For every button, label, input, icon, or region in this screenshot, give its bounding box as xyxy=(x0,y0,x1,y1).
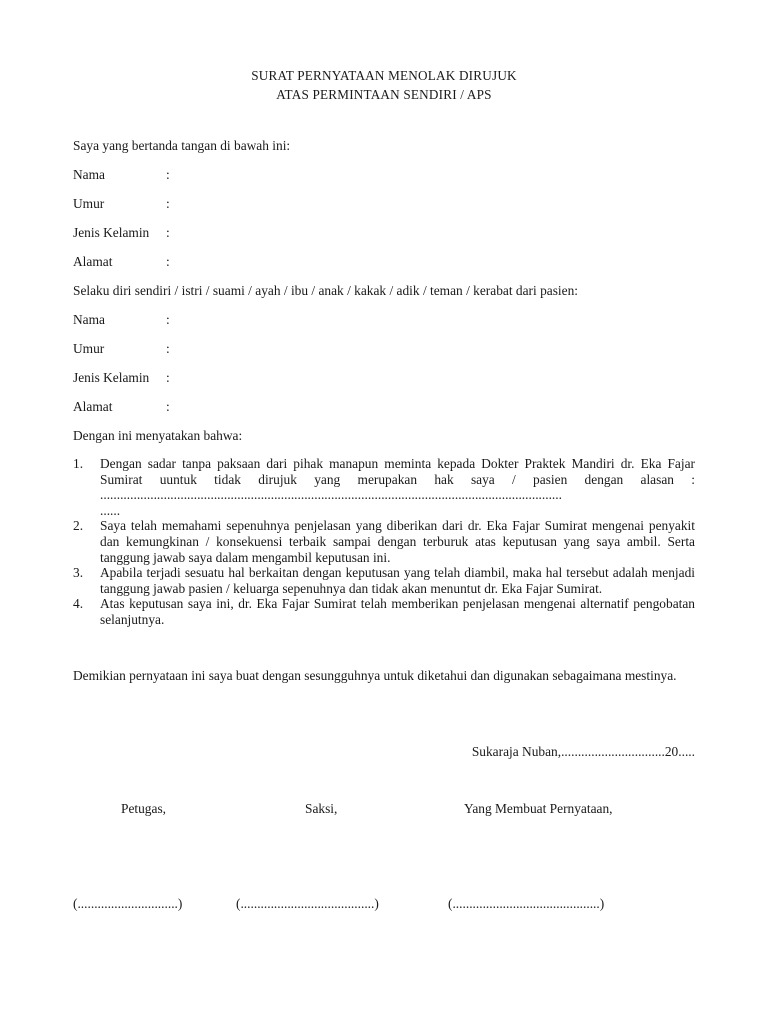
intro-text: Saya yang bertanda tangan di bawah ini: xyxy=(73,138,291,153)
field-colon: : xyxy=(166,370,170,385)
signature-line-officer: (..............................) xyxy=(73,896,183,911)
field-colon: : xyxy=(166,225,170,240)
document-title-line-1: SURAT PERNYATAAN MENOLAK DIRUJUK xyxy=(251,68,517,83)
statement-item-3 xyxy=(73,565,695,596)
relation-text: Selaku diri sendiri / istri / suami / ayah / ibu / anak / kakak / adik / teman / kerabat dari pasien: xyxy=(73,283,578,298)
field-jenis-kelamin-2 xyxy=(73,370,170,386)
field-colon: : xyxy=(166,341,170,356)
field-colon: : xyxy=(166,196,170,211)
statement-intro: Dengan ini menyatakan bahwa: xyxy=(73,428,243,443)
document-title-line-2: ATAS PERMINTAAN SENDIRI / APS xyxy=(276,87,492,102)
item-text: Atas keputusan saya ini, dr. Eka Fajar Sumirat telah memberikan penjelasan mengenai alternatif pengobatan selanjutnya. xyxy=(100,596,695,627)
signature-line-witness: (........................................) xyxy=(236,896,379,911)
field-alamat-2 xyxy=(73,399,170,415)
statement-item-4 xyxy=(73,596,695,627)
field-umur-2 xyxy=(73,341,170,357)
statement-item-1 xyxy=(73,456,695,518)
field-umur-1 xyxy=(73,196,170,212)
field-label: Alamat xyxy=(73,254,113,269)
field-label: Jenis Kelamin xyxy=(73,225,150,240)
closing-paragraph: Demikian pernyataan ini saya buat dengan sesungguhnya untuk diketahui dan digunakan sebagaimana mestinya. xyxy=(73,668,677,683)
field-colon: : xyxy=(166,167,170,182)
item-text: Saya telah memahami sepenuhnya penjelasan yang diberikan dari dr. Eka Fajar Sumirat mengenai penyakit dan kemungkinan / konsekuensi terbaik sampai dengan terburuk atas keputusan yang saya ambil. Serta tanggung jawab saya dalam mengambil keputusan ini. xyxy=(100,518,695,565)
item-number: 3. xyxy=(73,565,84,581)
signature-line-declarant: (............................................) xyxy=(448,896,605,911)
item-text: Apabila terjadi sesuatu hal berkaitan dengan keputusan yang telah diambil, maka hal tersebut adalah menjadi tanggung jawab pasien / keluarga sepenuhnya dan tidak akan menuntut dr. Eka Fajar Sumirat. xyxy=(100,565,695,596)
item-text: Dengan sadar tanpa paksaan dari pihak manapun meminta kepada Dokter Praktek Mandiri dr. Eka Fajar Sumirat uuntuk tidak dirujuk yang merupakan hak saya / pasien dengan alasan : .......................................................................................................................................... xyxy=(100,456,695,503)
field-label: Nama xyxy=(73,312,105,327)
field-label: Nama xyxy=(73,167,105,182)
item-tail: ...... xyxy=(100,502,121,518)
signature-title-officer: Petugas, xyxy=(121,801,167,816)
field-colon: : xyxy=(166,312,170,327)
field-label: Umur xyxy=(73,196,105,211)
item-number: 4. xyxy=(73,596,84,612)
field-jenis-kelamin-1 xyxy=(73,225,170,241)
field-colon: : xyxy=(166,399,170,414)
field-label: Jenis Kelamin xyxy=(73,370,150,385)
signature-title-declarant: Yang Membuat Pernyataan, xyxy=(464,801,613,816)
statement-list xyxy=(73,456,695,628)
item-number: 2. xyxy=(73,518,84,534)
place-date-line: Sukaraja Nuban,...............................20..... xyxy=(471,744,695,759)
field-nama-2 xyxy=(73,312,170,328)
field-alamat-1 xyxy=(73,254,170,270)
field-colon: : xyxy=(166,254,170,269)
field-label: Umur xyxy=(73,341,105,356)
item-number: 1. xyxy=(73,456,84,471)
field-nama-1 xyxy=(73,167,170,183)
field-label: Alamat xyxy=(73,399,113,414)
statement-item-2 xyxy=(73,518,695,565)
signature-title-witness: Saksi, xyxy=(305,801,338,816)
